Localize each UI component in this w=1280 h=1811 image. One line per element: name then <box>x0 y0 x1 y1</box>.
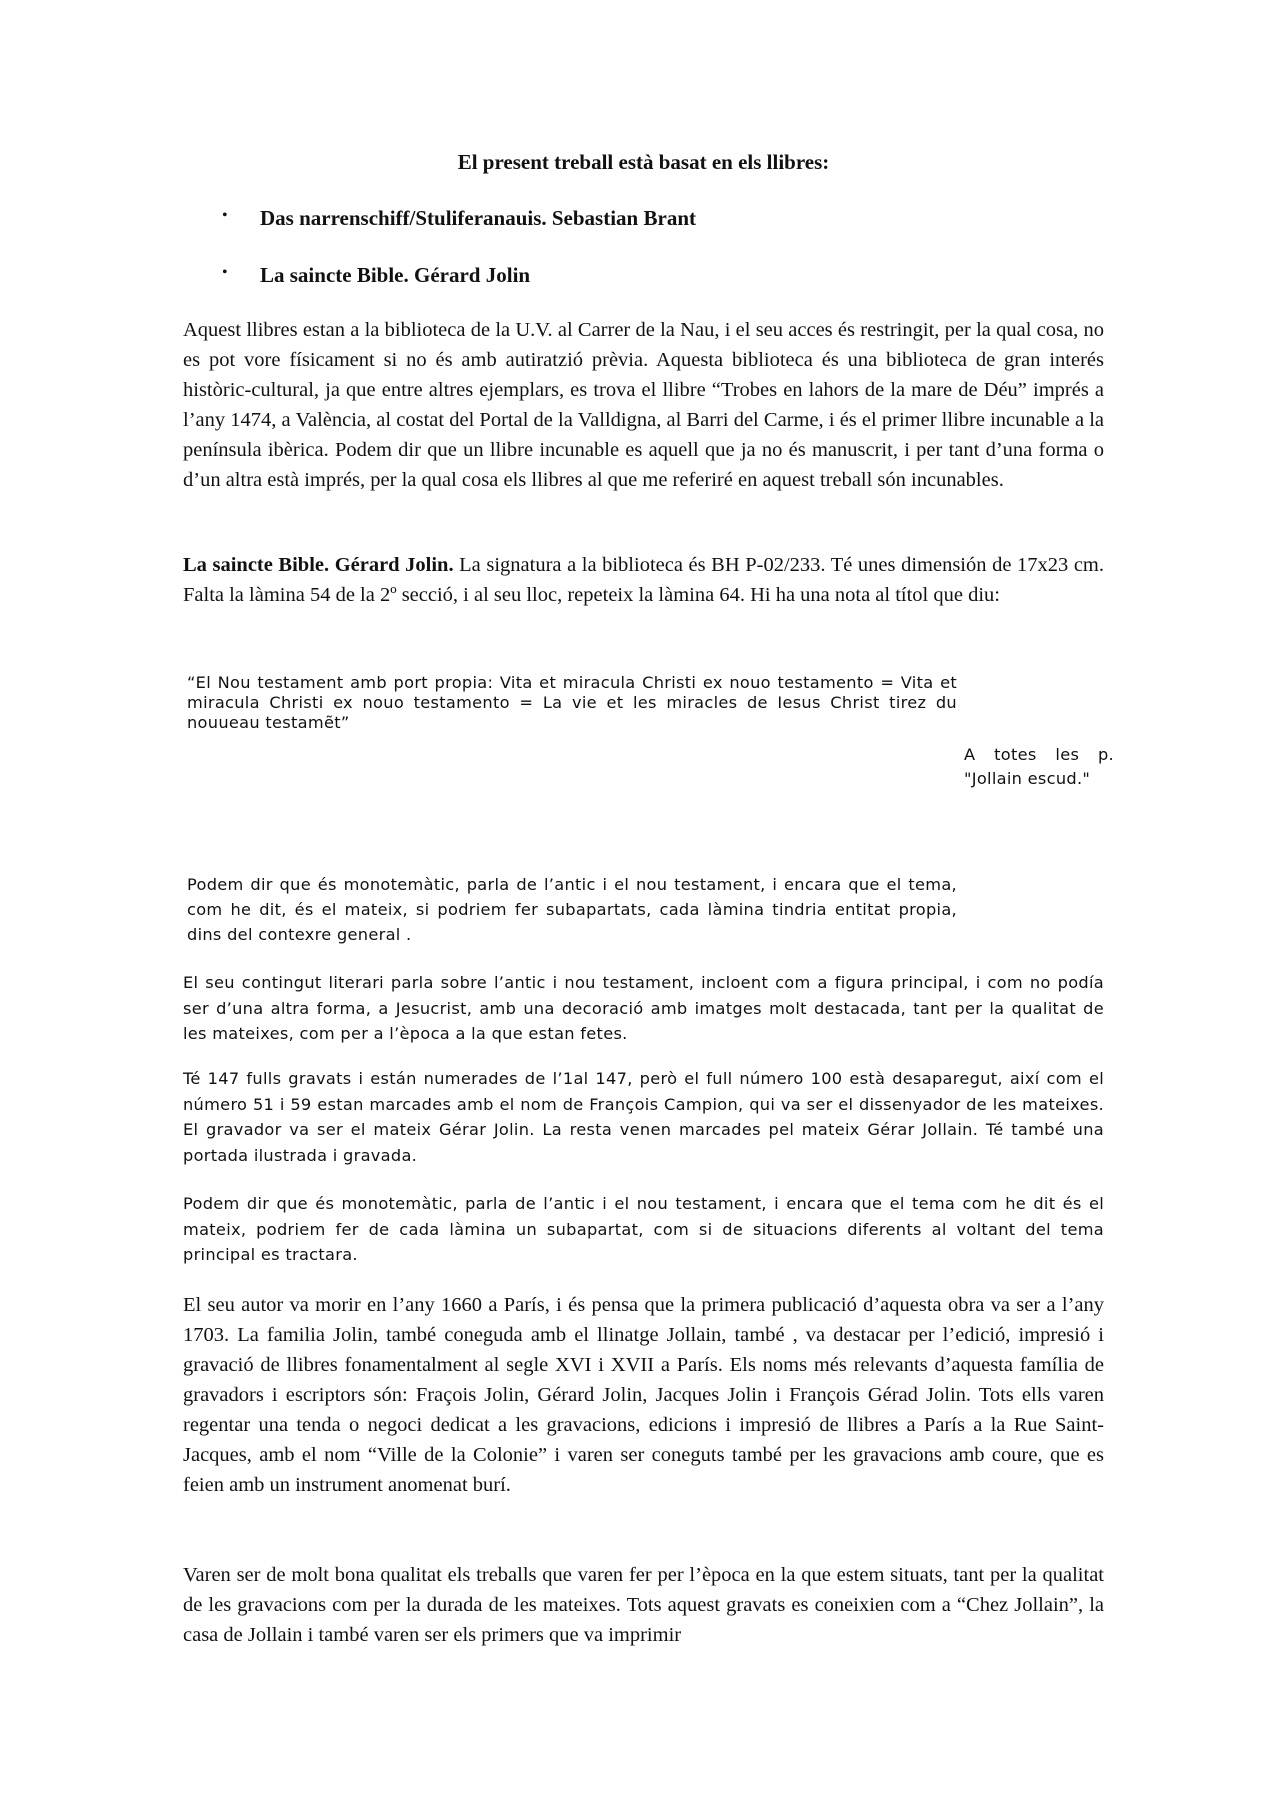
paragraph-monotematic-1: Podem dir que és monotemàtic, parla de l’antic i el nou testament, i encara que el tema, com he dit, és el mateix, si podriem fer subapartats, cada làmina tindria entitat propia, dins del contexre general . <box>187 875 957 944</box>
paragraph-bold-lead: La saincte Bible. Gérard Jolin. <box>183 554 454 576</box>
page-title: El present treball està basat en els llibres: <box>457 150 830 174</box>
paragraph-bible <box>183 550 1104 610</box>
paragraph-fulls: Té 147 fulls gravats i están numerades de l’1al 147, però el full número 100 està desaparegut, així com el número 51 i 59 estan marcades amb el nom de François Campion, qui va ser el dissenyador de les mateixes. El gravador va ser el mateix Gérar Jolin. La resta venen marcades pel mateix Gérar Jollain. Té també una portada ilustrada i gravada. <box>183 1069 1104 1165</box>
paragraph-text: La signatura a la biblioteca és BH P-02/233. Té unes dimensión de 17x23 cm. Falta la làmina 54 de la 2º secció, i al seu lloc, repeteix la làmina 64. Hi ha una nota al títol que diu: <box>183 554 1104 606</box>
paragraph-autor: El seu autor va morir en l’any 1660 a París, i és pensa que la primera publicació d’aquesta obra va ser a l’any 1703. La familia Jolin, també coneguda amb el llinatge Jollain, també , va destacar per l’edició, impresió i gravació de llibres fonamentalment al segle XVI i XVII a París. Els noms més relevants d’aquesta família de gravadors i escriptors són: Fraçois Jolin, Gérard Jolin, Jacques Jolin i François Gérad Jolin. Tots ells varen regentar una tenda o negoci dedicat a les gravacions, edicions i impresió de llibres a París a la Rue Saint-Jacques, amb el nom “Ville de la Colonie” i varen ser coneguts també per les gravacions amb coure, que es feien amb un instrument anomenat burí. <box>183 1294 1104 1496</box>
paragraph-qualitat: Varen ser de molt bona qualitat els treballs que varen fer per l’època en la que estem situats, tant per la qualitat de les gravacions com per la durada de les mateixes. Tots aquest gravats es coneixien com a “Chez Jollain”, la casa de Jollain i també varen ser els primers que va imprimir <box>183 1564 1104 1646</box>
bullet-symbol: • <box>222 264 228 281</box>
paragraph-text: Aquest llibres estan a la biblioteca de la U.V. al Carrer de la Nau, i el seu acces és restringit, per la qual cosa, no es pot vore físicament si no és amb autiratzió prèvia. Aquesta biblioteca és una biblioteca de gran interés històric-cultural, ja que entre altres ejemplars, es trova el llibre “Trobes en lahors de la mare de Déu” imprés a l’any 1474, a València, al costat del Portal de la Valldigna, al Barri del Carme, i és el primer llibre incunable a la península ibèrica. Podem dir que un llibre incunable es aquell que ja no és manuscrit, i per tant d’una forma o d’un altra està imprés, per la qual cosa els llibres al que me referiré en aquest treball són incunables. <box>183 319 1104 491</box>
paragraph-monotematic-2: Podem dir que és monotemàtic, parla de l’antic i el nou testament, i encara que el tema com he dit és el mateix, podriem fer de cada làmina un subapartat, com si de situacions diferents al voltant del tema principal es tractara. <box>183 1194 1104 1264</box>
bullet-text: La saincte Bible. Gérard Jolin <box>260 263 531 287</box>
paragraph-intro <box>183 315 1104 495</box>
side-note: A totes les p. "Jollain escud." <box>964 745 1114 788</box>
bullet-symbol: • <box>222 207 228 224</box>
bullet-text: Das narrenschiff/Stuliferanauis. Sebastian Brant <box>260 206 696 230</box>
paragraph-contingut: El seu contingut literari parla sobre l’antic i nou testament, incloent com a figura principal, i com no podía ser d’una altra forma, a Jesucrist, amb una decoració amb imatges molt destacada, tant per la qualitat de les mateixes, com per a l’època a la que estan fetes. <box>183 973 1104 1043</box>
title-note-quote: “El Nou testament amb port propia: Vita et miracula Christi ex nouo testamento = Vita et miracula Christi ex nouo testamento = La vie et les miracles de Iesus Christ tirez du nouueau testamẽt” <box>187 673 957 732</box>
